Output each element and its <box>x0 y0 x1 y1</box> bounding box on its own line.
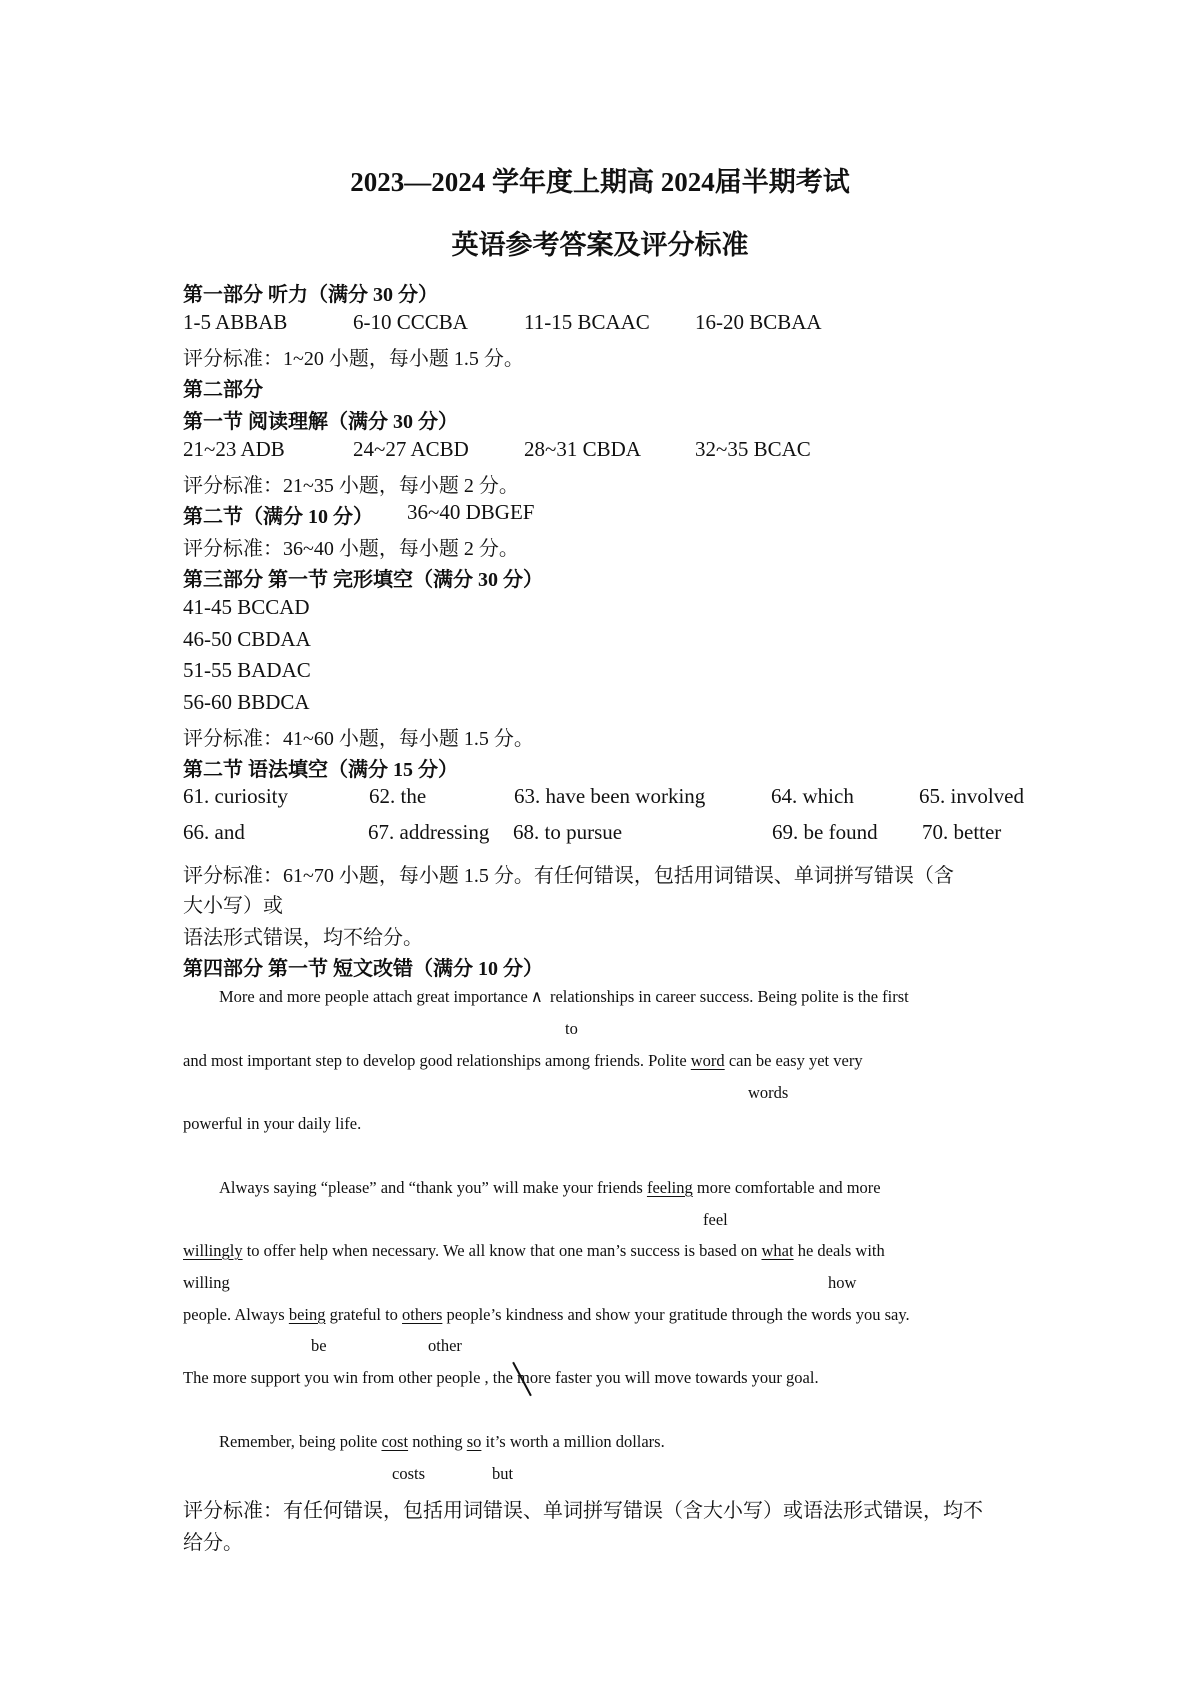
correction-other: other <box>428 1336 462 1355</box>
error-word: so <box>466 1432 482 1451</box>
part4-scoring-line2: 给分。 <box>183 1532 243 1554</box>
part2-answer-4: 32~35 BCAC <box>695 437 811 461</box>
grammar-scoring-line3: 语法形式错误，均不给分。 <box>183 927 423 949</box>
part3-answer-1: 41-45 BCCAD <box>183 595 310 619</box>
essay-line-8 <box>219 1432 665 1452</box>
essay-text: The more support you win from other people , the <box>183 1368 518 1387</box>
essay-text: and most important step to develop good relationships among friends. Polite <box>183 1051 691 1070</box>
correction-words: words <box>748 1083 789 1102</box>
document-title: 2023—2024 学年度上期高 2024届半期考试 <box>350 167 850 197</box>
grammar-answer-62: 62. the <box>369 784 427 808</box>
essay-text: relationships in career success. Being polite is the first <box>545 987 909 1006</box>
essay-text: people. Always <box>183 1305 289 1324</box>
document-subtitle: 英语参考答案及评分标准 <box>451 230 749 260</box>
essay-line-2 <box>183 1051 863 1071</box>
correction-willing: willing <box>183 1273 230 1292</box>
correction-but: but <box>492 1464 514 1483</box>
correction-costs: costs <box>392 1464 425 1483</box>
part2-answer-2: 24~27 ACBD <box>353 437 469 461</box>
part3-heading: 第三部分 第一节 完形填空（满分 30 分） <box>183 569 543 591</box>
part2-sec2-scoring: 评分标准：36~40 小题，每小题 2 分。 <box>183 538 519 560</box>
essay-text: it’s worth a million dollars. <box>481 1432 665 1451</box>
part1-answer-4: 16-20 BCBAA <box>695 310 822 334</box>
essay-text: he deals with <box>793 1241 885 1260</box>
part4-scoring-line1: 评分标准：有任何错误，包括用词错误、单词拼写错误（含大小写）或语法形式错误，均不 <box>183 1500 983 1522</box>
essay-line-6 <box>183 1305 910 1325</box>
deleted-word-text: more <box>517 1368 551 1387</box>
error-word: others <box>402 1305 443 1324</box>
essay-text: Always saying “please” and “thank you” will make your friends <box>219 1178 647 1197</box>
part2-answer-1: 21~23 ADB <box>183 437 285 461</box>
correction-be: be <box>311 1336 327 1355</box>
essay-line-1 <box>219 987 909 1007</box>
grammar-scoring-line2: 大小写）或 <box>183 895 283 917</box>
essay-text: to offer help when necessary. We all know that one man’s success is based on <box>242 1241 762 1260</box>
grammar-answer-69: 69. be found <box>772 820 878 844</box>
grammar-answer-68: 68. to pursue <box>513 820 623 844</box>
essay-text: people’s kindness and show your gratitude through the words you say. <box>442 1305 910 1324</box>
error-word: being <box>288 1305 326 1324</box>
part3-answer-3: 51-55 BADAC <box>183 658 311 682</box>
grammar-answer-61: 61. curiosity <box>183 784 288 808</box>
error-word: what <box>761 1241 794 1260</box>
part3-answer-4: 56-60 BBDCA <box>183 690 310 714</box>
error-word: feeling <box>646 1178 693 1197</box>
error-word: word <box>690 1051 725 1070</box>
grammar-scoring-line1: 评分标准：61~70 小题，每小题 1.5 分。有任何错误，包括用词错误、单词拼写错误（含 <box>183 865 954 887</box>
insertion-caret: ∧ <box>530 987 543 1006</box>
part2-sec1-heading: 第一节 阅读理解（满分 30 分） <box>183 411 458 433</box>
part1-scoring: 评分标准：1~20 小题，每小题 1.5 分。 <box>183 348 524 370</box>
part1-answer-2: 6-10 CCCBA <box>353 310 468 334</box>
part2-answer-3: 28~31 CBDA <box>524 437 641 461</box>
grammar-answer-64: 64. which <box>771 784 854 808</box>
essay-text: Remember, being polite <box>219 1432 382 1451</box>
essay-line-7 <box>183 1368 819 1388</box>
grammar-answer-66: 66. and <box>183 820 245 844</box>
deleted-word <box>517 1368 551 1388</box>
part3-answer-2: 46-50 CBDAA <box>183 627 311 651</box>
part1-answer-3: 11-15 BCAAC <box>524 310 650 334</box>
essay-text: nothing <box>408 1432 467 1451</box>
part2-sec2-answers: 36~40 DBGEF <box>407 500 535 524</box>
correction-feel: feel <box>703 1210 728 1229</box>
essay-text: can be easy yet very <box>724 1051 863 1070</box>
essay-text: more comfortable and more <box>692 1178 881 1197</box>
essay-line-4 <box>219 1178 881 1198</box>
correction-to: to <box>565 1019 578 1038</box>
grammar-answer-70: 70. better <box>922 820 1002 844</box>
part2-sec2-heading: 第二节（满分 10 分） <box>183 506 373 528</box>
essay-text: grateful to <box>325 1305 403 1324</box>
essay-text: More and more people attach great importance <box>219 987 528 1006</box>
grammar-answer-63: 63. have been working <box>514 784 706 808</box>
essay-text: faster you will move towards your goal. <box>550 1368 819 1387</box>
essay-line-5 <box>183 1241 885 1261</box>
grammar-answer-67: 67. addressing <box>368 820 490 844</box>
part4-heading: 第四部分 第一节 短文改错（满分 10 分） <box>183 958 543 980</box>
part1-answer-1: 1-5 ABBAB <box>183 310 288 334</box>
part3-scoring: 评分标准：41~60 小题，每小题 1.5 分。 <box>183 728 534 750</box>
correction-how: how <box>828 1273 857 1292</box>
error-word: cost <box>381 1432 409 1451</box>
essay-line-3: powerful in your daily life. <box>183 1114 362 1133</box>
error-word: willingly <box>183 1241 243 1260</box>
part1-heading: 第一部分 听力（满分 30 分） <box>183 284 438 306</box>
part2-sec1-scoring: 评分标准：21~35 小题，每小题 2 分。 <box>183 475 519 497</box>
part2-heading: 第二部分 <box>183 379 263 401</box>
grammar-answer-65: 65. involved <box>919 784 1024 808</box>
part3-sec2-heading: 第二节 语法填空（满分 15 分） <box>183 759 458 781</box>
